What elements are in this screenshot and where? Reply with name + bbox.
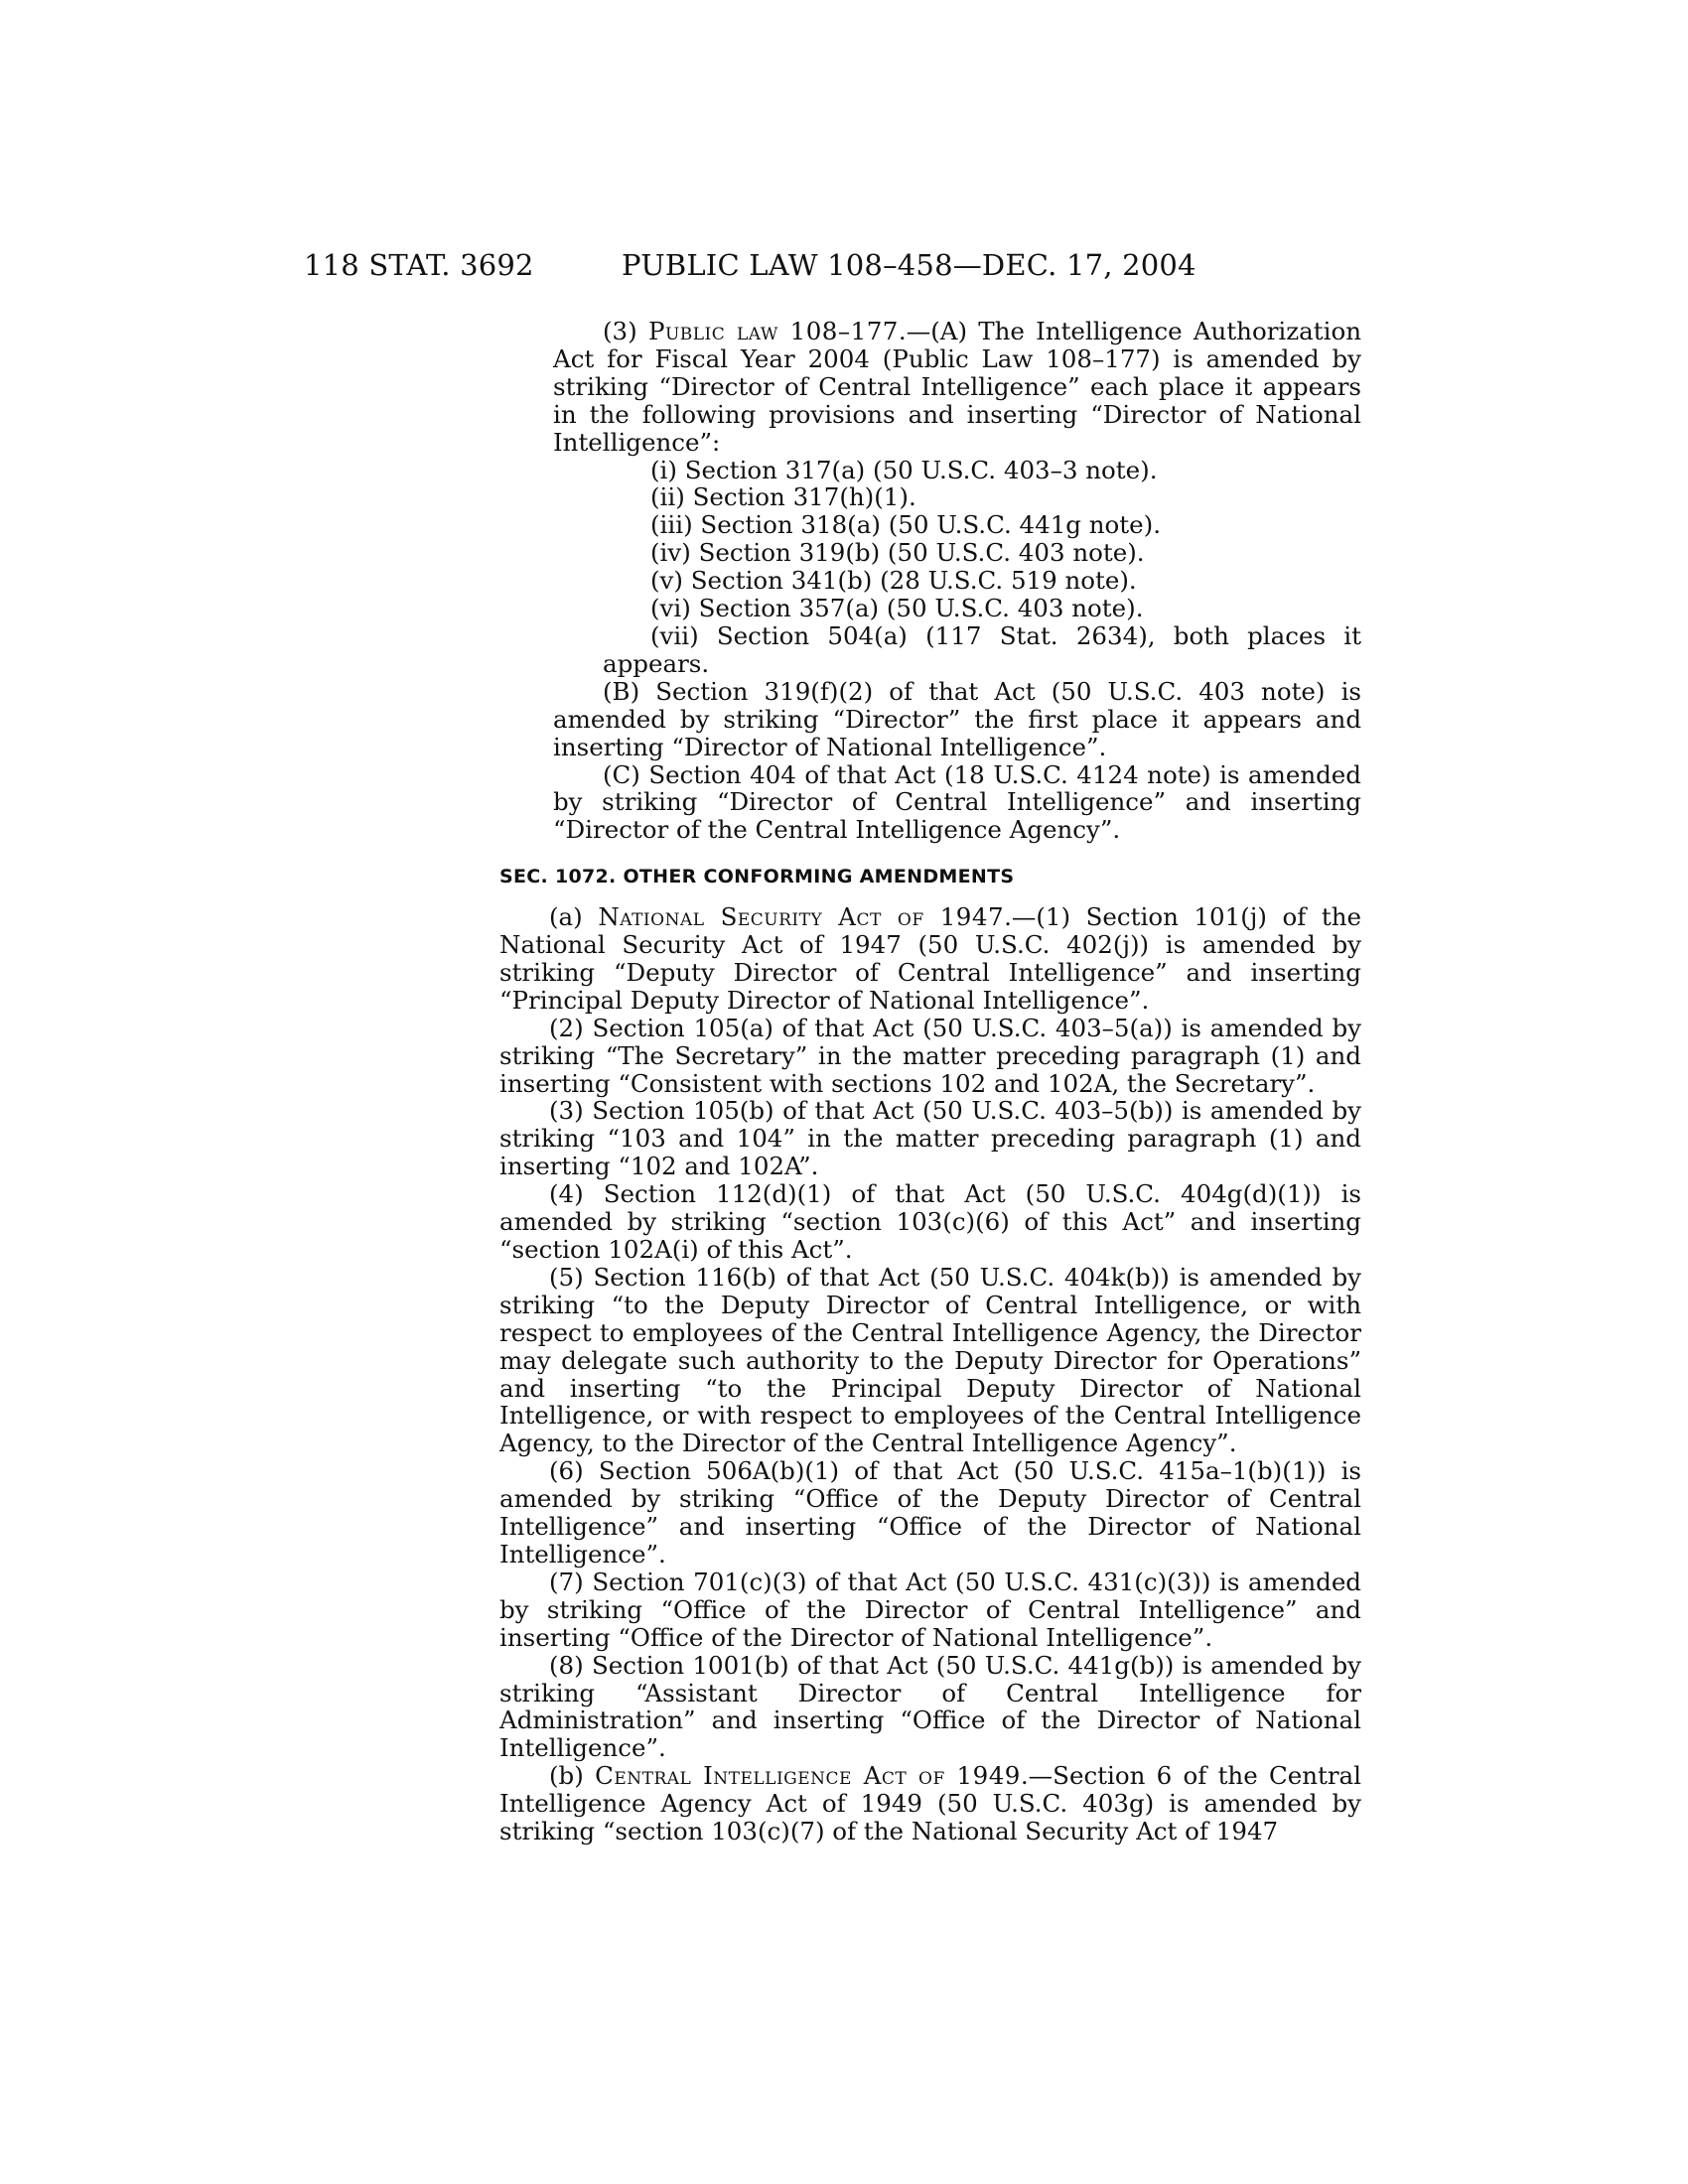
subsection-a-paragraph-6: (6) Section 506A(b)(1) of that Act (50 U.S.C. 415a–1(b)(1)) is amended by striking “Office of the Deputy Director of Central Intelligence” and inserting “Office of the Director of National Intelligence”. — [499, 1456, 1361, 1569]
subsection-a-paragraph-5: (5) Section 116(b) of that Act (50 U.S.C. 404k(b)) is amended by striking “to the Deputy Director of Central Intelligence, or with respect to employees of the Central Intelligence Agency, the Director may delegate such authority to the Deputy Director for Operations” and inserting “to the Principal Deputy Director of National Intelligence, or with respect to employees of the Central Intelligence Agency, to the Director of the Central Intelligence Agency”. — [499, 1262, 1361, 1458]
subsection-b-caption: Central Intelligence Act of 1949 — [595, 1761, 1021, 1791]
subsection-a-paragraph-1: (1) Section 101(j) of the National Security Act of 1947 (50 U.S.C. 402(j)) is amended by striking “Deputy Director of Central Intelligence” and inserting “Principal Deputy Director of National Intelligence”. — [499, 902, 1361, 1015]
subsection-a-paragraph-7: (7) Section 701(c)(3) of that Act (50 U.S.C. 431(c)(3)) is amended by striking “Office of the Director of Central Intelligence” and inserting “Office of the Director of National Intelligence”. — [499, 1567, 1361, 1652]
list-item: (iv) Section 319(b) (50 U.S.C. 403 note). — [650, 538, 1145, 568]
subsection-a: (a) National Security Act of 1947.—(1) Section 101(j) of the National Security Act of 1947 (50 U.S.C. 402(j)) is amended by striking “Deputy Director of Central Intelligence” and inserting “Principal Deputy Director of National Intelligence”. — [499, 902, 1361, 1015]
paragraph-3: (3) Public law 108–177.—(A) The Intelligence Authorization Act for Fiscal Year 2004 (Public Law 108–177) is amended by striking “Director of Central Intelligence” each place it appears in the following provisions and inserting “Director of National Intelligence”: — [553, 317, 1361, 457]
document-body — [499, 318, 1361, 1845]
paragraph-3-caption: Public law 108–177 — [647, 317, 899, 345]
section-heading: SEC. 1072. OTHER CONFORMING AMENDMENTS — [499, 866, 1015, 888]
subsection-b: (b) Central Intelligence Act of 1949.—Section 6 of the Central Intelligence Agency Act of 1949 (50 U.S.C. 403g) is amended by striking “section 103(c)(7) of the National Security Act of 1947 — [499, 1761, 1362, 1846]
public-law-title: PUBLIC LAW 108–458—DEC. 17, 2004 — [622, 248, 1196, 282]
subparagraph-b: (B) Section 319(f)(2) of that Act (50 U.S.C. 403 note) is amended by striking “Director” the first place it appears and inserting “Director of National Intelligence”. — [553, 676, 1361, 761]
list-item: (vii) Section 504(a) (117 Stat. 2634), both places it appears. — [603, 620, 1361, 678]
subsection-a-paragraph-2: (2) Section 105(a) of that Act (50 U.S.C. 403–5(a)) is amended by striking “The Secretary” in the matter preceding paragraph (1) and inserting “Consistent with sections 102 and 102A, the Secretary”. — [499, 1013, 1361, 1098]
list-item: (vi) Section 357(a) (50 U.S.C. 403 note). — [650, 594, 1144, 623]
page-header — [304, 248, 1356, 288]
subsection-a-paragraph-4: (4) Section 112(d)(1) of that Act (50 U.S.C. 404g(d)(1)) is amended by striking “section 103(c)(6) of this Act” and inserting “section 102A(i) of this Act”. — [499, 1179, 1361, 1264]
list-item: (ii) Section 317(h)(1). — [650, 482, 916, 512]
list-item: (v) Section 341(b) (28 U.S.C. 519 note). — [650, 566, 1137, 596]
subsection-a-paragraph-8: (8) Section 1001(b) of that Act (50 U.S.C. 441g(b)) is amended by striking “Assistant Director of Central Intelligence for Administration” and inserting “Office of the Director of National Intelligence”. — [499, 1650, 1361, 1763]
list-item: (i) Section 317(a) (50 U.S.C. 403–3 note). — [650, 455, 1158, 484]
subsection-a-paragraph-3: (3) Section 105(b) of that Act (50 U.S.C. 403–5(b)) is amended by striking “103 and 104” in the matter preceding paragraph (1) and inserting “102 and 102A”. — [499, 1096, 1361, 1181]
subsection-b-text: Section 6 of the Central Intelligence Agency Act of 1949 (50 U.S.C. 403g) is amended by striking “section 103(c)(7) of the National Security Act of 1947 — [499, 1761, 1362, 1846]
subsection-a-caption: National Security Act of 1947 — [598, 902, 1005, 932]
paragraph-3-block — [553, 318, 1361, 844]
statute-page-reference: 118 STAT. 3692 — [304, 248, 534, 282]
paragraph-3-text: (A) The Intelligence Authorization Act for Fiscal Year 2004 (Public Law 108–177) is amended by striking “Director of Central Intelligence” each place it appears in the following provisions and inserting “Director of National Intelligence”: — [553, 317, 1361, 457]
section-1072-block — [499, 864, 1361, 1845]
subparagraph-c: (C) Section 404 of that Act (18 U.S.C. 4124 note) is amended by striking “Director of Central Intelligence” and inserting “Director of the Central Intelligence Agency”. — [553, 759, 1361, 845]
list-item: (iii) Section 318(a) (50 U.S.C. 441g note). — [650, 510, 1161, 540]
